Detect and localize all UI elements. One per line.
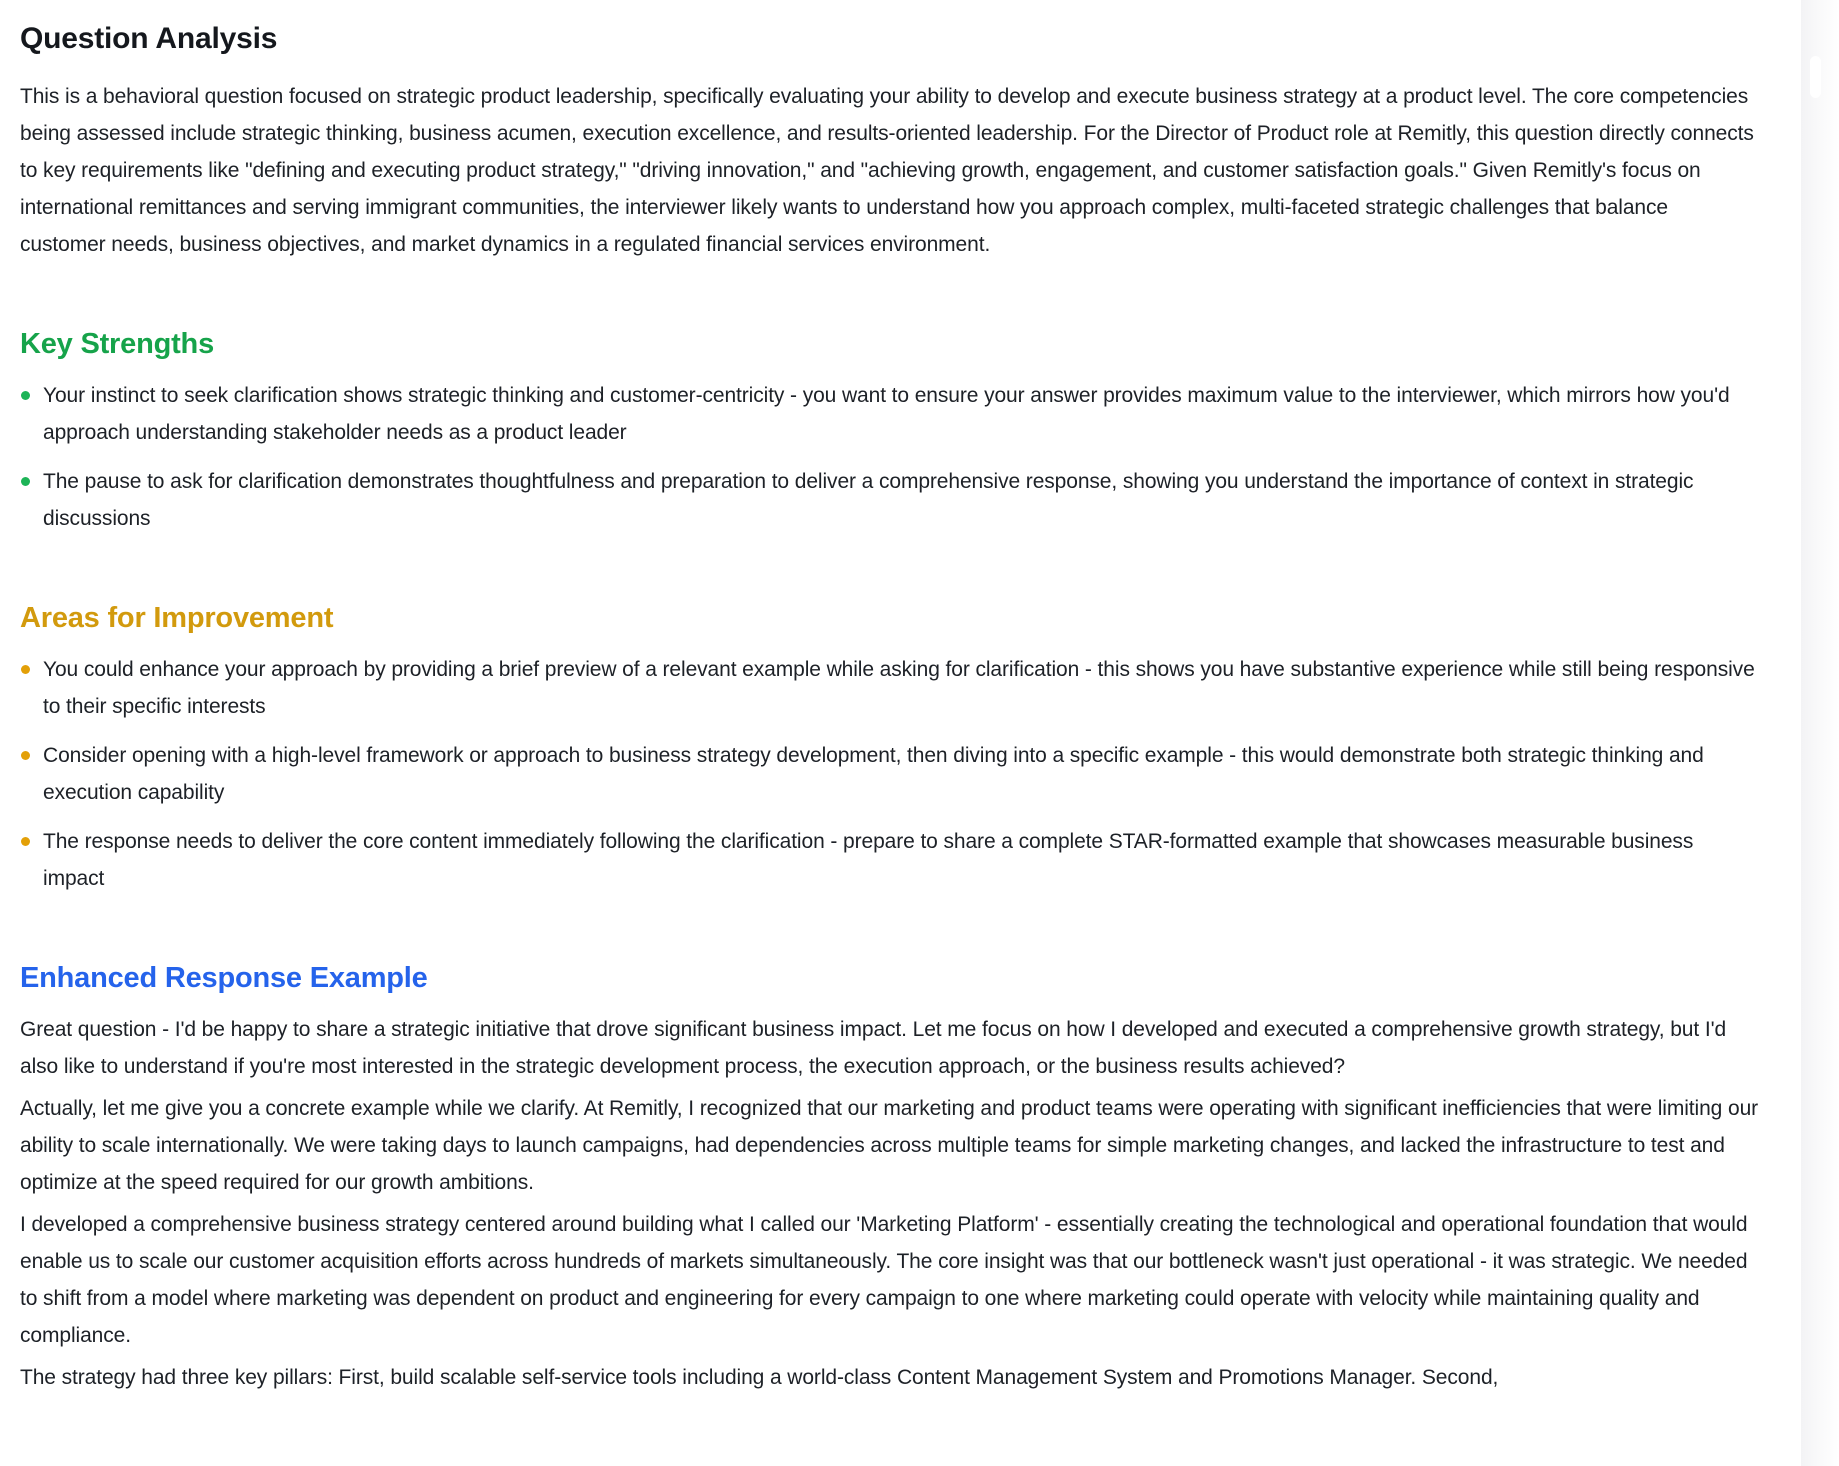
areas-for-improvement-list: [20, 651, 1759, 897]
areas-for-improvement-heading: Areas for Improvement: [20, 602, 334, 634]
list-item: [20, 651, 1759, 725]
enhanced-response-paragraph: I developed a comprehensive business strategy centered around building what I called our 'Marketing Platform' - essentially creating the technological and operational foundation that would enable us to scale our customer acquisition efforts across hundreds of markets simultaneously. The core insight was that our bottleneck wasn't just operational - it was strategic. We needed to shift from a model where marketing was dependent on product and engineering for every campaign to one where marketing could operate with velocity while maintaining quality and compliance.: [20, 1213, 1748, 1347]
enhanced-response-example-heading: Enhanced Response Example: [20, 962, 428, 994]
list-item: [20, 823, 1759, 897]
list-item: [20, 463, 1759, 537]
enhanced-response-paragraph: Great question - I'd be happy to share a strategic initiative that drove significant business impact. Let me focus on how I developed and executed a comprehensive growth strategy, but I'd also like to understand if you're most interested in the strategic development process, the execution approach, or the business results achieved?: [20, 1018, 1727, 1078]
bullet-dot-icon: [21, 751, 30, 760]
list-item: [20, 377, 1759, 451]
key-strengths-heading: Key Strengths: [20, 328, 214, 360]
list-item-text: Your instinct to seek clarification shows strategic thinking and customer-centricity - you want to ensure your answer provides maximum value to the interviewer, which mirrors how you'd approach understanding stakeholder needs as a product leader: [43, 384, 1730, 444]
list-item-text: The pause to ask for clarification demonstrates thoughtfulness and preparation to deliver a comprehensive response, showing you understand the importance of context in strategic discussions: [43, 470, 1694, 530]
list-item-text: The response needs to deliver the core content immediately following the clarification - prepare to share a complete STAR-formatted example that showcases measurable business impact: [43, 830, 1694, 890]
list-item-text: Consider opening with a high-level framework or approach to business strategy development, then diving into a specific example - this would demonstrate both strategic thinking and execution capability: [43, 744, 1704, 804]
list-item: [20, 737, 1759, 811]
key-strengths-list: [20, 377, 1759, 537]
scrollbar-gutter: [1801, 0, 1839, 1466]
enhanced-response-paragraph: Actually, let me give you a concrete example while we clarify. At Remitly, I recognized that our marketing and product teams were operating with significant inefficiencies that were limiting our ability to scale internationally. We were taking days to launch campaigns, had dependencies across multiple teams for simple marketing changes, and lacked the infrastructure to test and optimize at the speed required for our growth ambitions.: [20, 1097, 1759, 1194]
page-title: Question Analysis: [20, 22, 278, 55]
list-item-text: You could enhance your approach by providing a brief preview of a relevant example while asking for clarification - this shows you have substantive experience while still being responsive to their specific interests: [43, 658, 1755, 718]
bullet-dot-icon: [21, 391, 30, 400]
enhanced-response-paragraph: The strategy had three key pillars: First, build scalable self-service tools including a world-class Content Management System and Promotions Manager. Second,: [20, 1366, 1499, 1389]
bullet-dot-icon: [21, 477, 30, 486]
question-analysis-paragraph: This is a behavioral question focused on strategic product leadership, specifically evaluating your ability to develop and execute business strategy at a product level. The core competencies being assessed include strategic thinking, business acumen, execution excellence, and results-oriented leadership. For the Director of Product role at Remitly, this question directly connects to key requirements like "defining and executing product strategy," "driving innovation," and "achieving growth, engagement, and customer satisfaction goals." Given Remitly's focus on international remittances and serving immigrant communities, the interviewer likely wants to understand how you approach complex, multi-faceted strategic challenges that balance customer needs, business objectives, and market dynamics in a regulated financial services environment.: [20, 85, 1754, 256]
bullet-dot-icon: [21, 837, 30, 846]
bullet-dot-icon: [21, 665, 30, 674]
scrollbar-thumb[interactable]: [1810, 56, 1821, 98]
